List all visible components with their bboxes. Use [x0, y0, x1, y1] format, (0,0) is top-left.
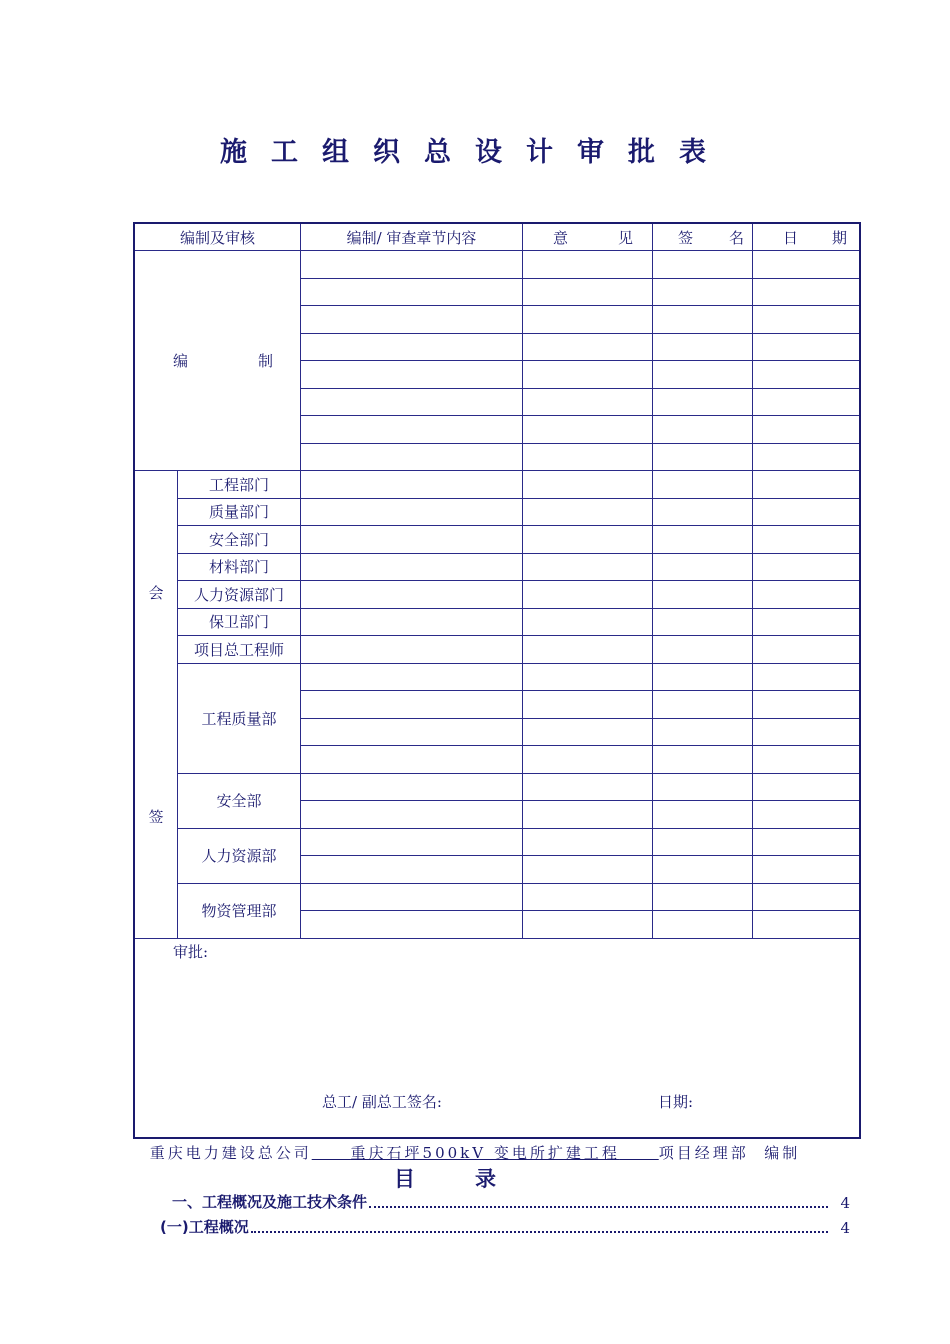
group-engineering-quality: 工程质量部 — [201, 709, 277, 728]
toc-leader-dots — [369, 1206, 828, 1208]
toc-item-label: 一、工程概况及施工技术条件 — [172, 1193, 368, 1211]
approval-label: 审批: — [173, 942, 209, 961]
toc-item[interactable] — [160, 1217, 850, 1237]
toc-item-page: 4 — [840, 1219, 850, 1237]
toc-item[interactable] — [160, 1192, 850, 1212]
bianzhi-label: 编 制 — [173, 351, 273, 370]
footer-project: 重庆石坪500kV 变电所扩建工程 — [350, 1144, 620, 1162]
dept-chief-engineer: 项目总工程师 — [193, 640, 284, 659]
footer-company: 重庆电力建设总公司 — [149, 1144, 312, 1162]
huiqian-label-hui: 会 — [148, 583, 164, 602]
header-signature: 签 名 — [678, 228, 744, 247]
page-title: 施工组织总设计审批表 — [220, 137, 730, 168]
toc-leader-dots — [251, 1231, 828, 1233]
group-hr: 人力资源部 — [201, 847, 277, 865]
header-opinion: 意 见 — [553, 228, 633, 247]
dept-security: 保卫部门 — [208, 613, 269, 631]
dept-hr: 人力资源部门 — [193, 585, 284, 604]
chief-engineer-signature-label: 总工/ 副总工签名: — [322, 1092, 442, 1111]
header-bianzhi-shenhe: 编制及审核 — [179, 228, 255, 247]
toc-item-page: 4 — [840, 1194, 850, 1212]
footer-compiled: 编制 — [764, 1144, 801, 1162]
footer-line — [0, 1142, 950, 1163]
footer-dept: 项目经理部 — [658, 1144, 749, 1162]
dept-safety: 安全部门 — [208, 530, 269, 549]
toc-item-label: (一)工程概况 — [160, 1218, 249, 1236]
dept-quality: 质量部门 — [208, 503, 269, 521]
group-materials: 物资管理部 — [201, 902, 277, 920]
huiqian-label-qian: 签 — [148, 807, 164, 826]
approval-date-label: 日期: — [658, 1092, 694, 1111]
header-date: 日 期 — [783, 228, 847, 247]
approval-table — [133, 222, 861, 1139]
dept-materials: 材料部门 — [208, 558, 269, 576]
dept-engineering: 工程部门 — [208, 475, 269, 494]
group-safety: 安全部 — [216, 792, 262, 810]
toc-title: 目录 — [394, 1167, 556, 1191]
header-content: 编制/ 审查章节内容 — [346, 228, 477, 247]
